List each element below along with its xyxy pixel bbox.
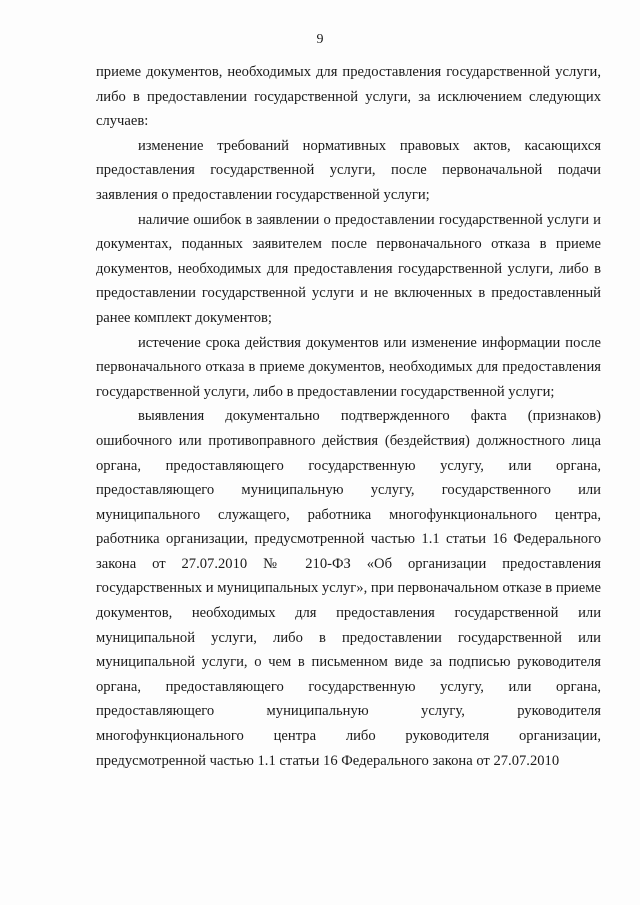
page-number: 9	[316, 32, 324, 47]
document-body	[96, 60, 601, 773]
paragraph-document-expiry: истечение срока действия документов или изменение информации после первоначального отказа в приеме документов, необходимых для предоставления государственной услуги, либо в предоставлении государственной услуги;	[96, 334, 601, 400]
paragraph-continuation: приеме документов, необходимых для предоставления государственной услуги, либо в предоставлении государственной услуги, за исключением следующих случаев:	[96, 64, 601, 130]
paragraph-errors-in-application: наличие ошибок в заявлении о предоставлении государственной услуги и документах, поданных заявителем после первоначального отказа в приеме документов, необходимых для предоставления государственной услуги, либо в предоставлении государственной услуги и не включенных в предоставленный ранее комплект документов;	[96, 211, 601, 326]
paragraph-official-misconduct: выявления документально подтвержденного факта (признаков) ошибочного или противоправного действия (бездействия) должностного лица органа, предоставляющего государственную услугу, или органа, предоставляющего муниципальную услугу, государственного или муниципального служащего, работника многофункционального центра, работника организации, предусмотренной частью 1.1 статьи 16 Федерального закона от 27.07.2010 № 210-ФЗ «Об организации предоставления государственных и муниципальных услуг», при первоначальном отказе в приеме документов, необходимых для предоставления государственной или муниципальной услуги, либо в предоставлении государственной или муниципальной услуги, о чем в письменном виде за подписью руководителя органа, предоставляющего государственную услугу, или органа, предоставляющего муниципальную услугу, руководителя многофункционального центра либо руководителя организации, предусмотренной частью 1.1 статьи 16 Федерального закона от 27.07.2010	[96, 408, 601, 769]
paragraph-regulation-change: изменение требований нормативных правовых актов, касающихся предоставления государственной услуги, после первоначальной подачи заявления о предоставлении государственной услуги;	[96, 137, 601, 203]
